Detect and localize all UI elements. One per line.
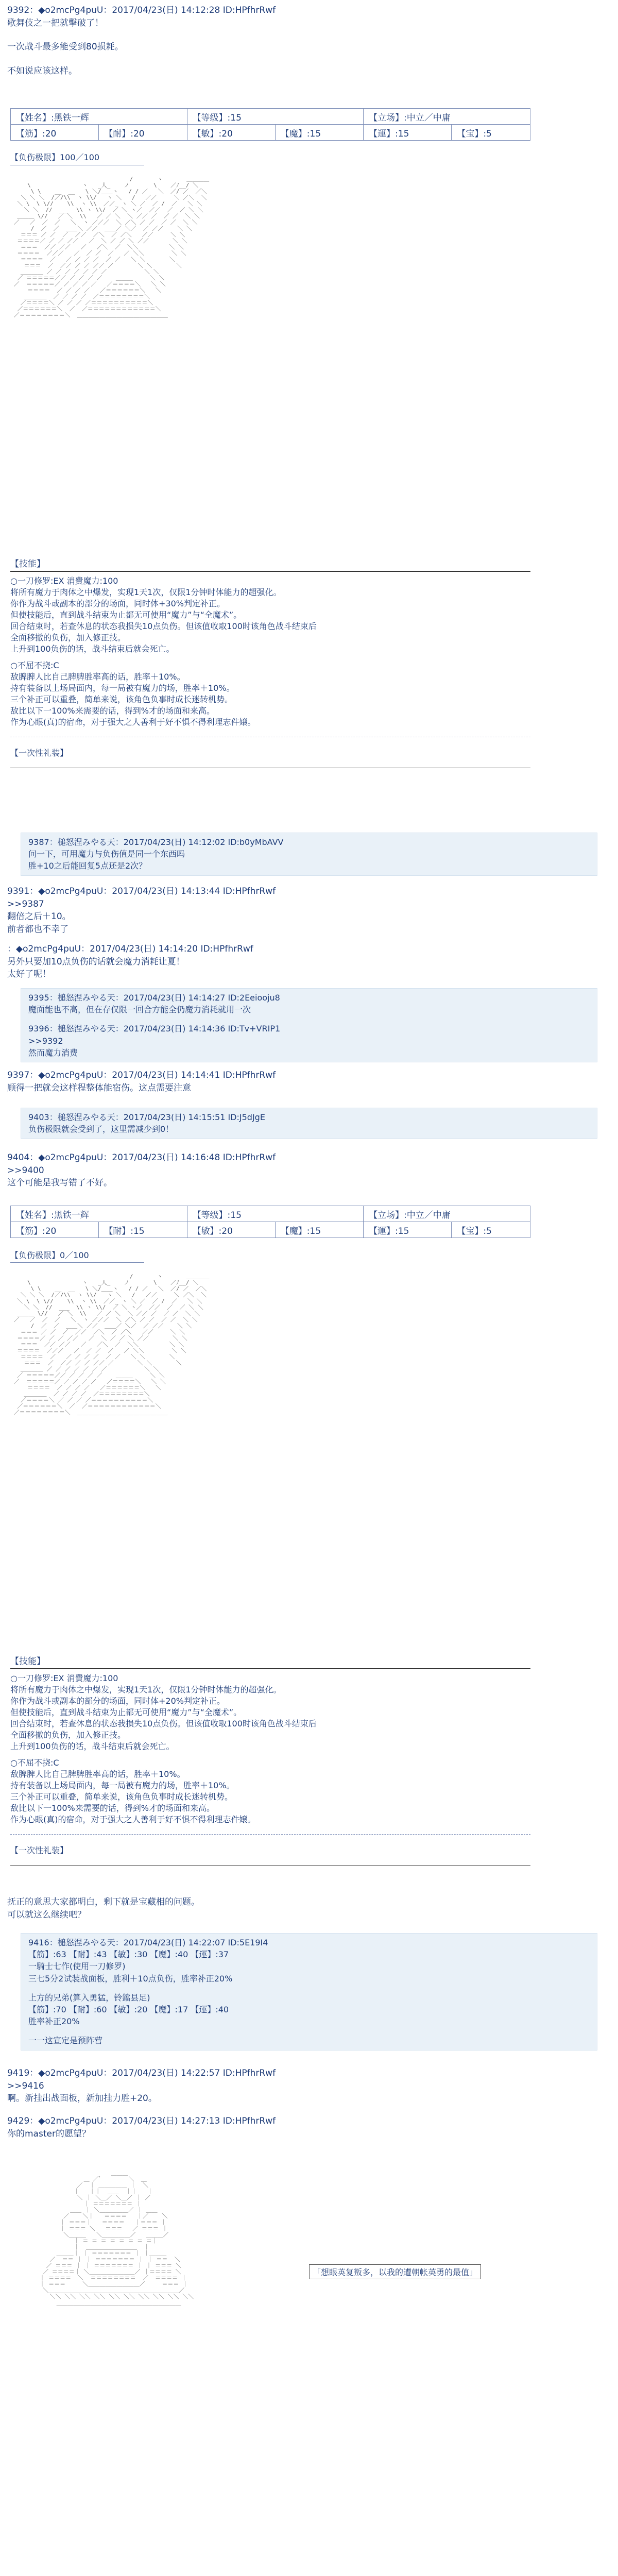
post-9419 xyxy=(7,2067,589,2105)
stat-cell: 【宝】:5 xyxy=(452,1222,530,1238)
reply-line: 一騎士七作(使用一刀修罗) xyxy=(28,1961,126,1972)
wish-box: 「想眼英复叛多，以我的遭朝帐英勇的最值」 xyxy=(309,2264,481,2279)
post-9429 xyxy=(7,2115,589,2140)
reply-header: 9396：槌怒涅みやる天：2017/04/23(日) 14:14:36 ID:Tv+VRIP1 xyxy=(28,1024,281,1034)
stat-cell: 【魔】:15 xyxy=(275,1222,363,1238)
reply-line: 问一下，可用魔力与负伤值是同一个东西吗 xyxy=(28,849,185,859)
skill-line: 上升到100负伤的话，战斗结束后就会死亡。 xyxy=(10,644,175,654)
post-line: 顾得一把就会这样程整体能宿伤。这点需要注意 xyxy=(7,1082,191,1093)
post-line: 歌舞伎之一把就擊破了！ xyxy=(7,18,104,28)
skill-line: 敌脾脾人比自己脾脾胜率高的话，胜率＋10%。 xyxy=(10,1769,185,1779)
stance-cell: 【立场】:中立／中庸 xyxy=(364,1206,530,1222)
reply-9403 xyxy=(21,1108,597,1139)
reply-line: 上方的兄弟(算入勇猛，铃鐺县足) xyxy=(28,1992,150,2003)
skill-line: 敌脾脾人比自己脾脾胜率高的话，胜率＋10%。 xyxy=(10,672,185,682)
arrow-one-time-item: 【一次性礼装】 xyxy=(10,1845,68,1855)
reply-line: 一一这宣定是预阵营 xyxy=(28,2036,103,2046)
post-header: 9392：◆o2mcPg4puU：2017/04/23(日) 14:12:28 ID:HPfhrRwf xyxy=(7,5,276,15)
reply-line: 然而魔力消费 xyxy=(28,1047,78,1058)
divider xyxy=(10,1262,144,1263)
divider xyxy=(10,1865,530,1866)
post-header: 9404：◆o2mcPg4puU：2017/04/23(日) 14:16:48 ID:HPfhrRwf xyxy=(7,1153,276,1163)
arrow-one-time-item: 【一次性礼装】 xyxy=(10,748,68,758)
skill-line: 但使技能后，直到战斗结束为止都无可使用“魔力”与“全魔术”。 xyxy=(10,1707,242,1717)
skill-line: 上升到100负伤的话，战斗结束后就会死亡。 xyxy=(10,1741,175,1751)
divider xyxy=(10,1668,530,1669)
post-line: >>9400 xyxy=(7,1165,44,1176)
spacer xyxy=(28,2027,590,2035)
spacer xyxy=(28,1985,590,1992)
post-line: >>9416 xyxy=(7,2080,44,2091)
post-9397 xyxy=(7,1069,589,1094)
status-table xyxy=(10,1206,530,1238)
skill-line: 作为心眼(真)的宿命，对于强大之人善利于好不惧不得利理志件嬢。 xyxy=(10,717,256,727)
reply-header: 9387：槌怒涅みやる天：2017/04/23(日) 14:12:02 ID:b0yMbAVV xyxy=(28,837,284,847)
post-header: 9391：◆o2mcPg4puU：2017/04/23(日) 14:13:44 ID:HPfhrRwf xyxy=(7,886,276,896)
post-line: 啊。新挂出战面板，新加挂力胜+20。 xyxy=(7,2093,157,2104)
post-line: 太好了呢！ xyxy=(7,969,51,980)
post-line: 可以就这么继续吧？ xyxy=(7,1909,86,1920)
skill-line: 敌比以下一100%来需要的话，得到%才的场面和来高。 xyxy=(10,1803,215,1813)
skill-line: ○不屈不挠:C xyxy=(10,660,59,670)
hp-line: 【负伤极限】0／100 xyxy=(10,1250,89,1260)
reply-line: 胜率补正20% xyxy=(28,2016,80,2027)
post-9404 xyxy=(7,1151,589,1190)
post-line: 这个可能是我写错了不好。 xyxy=(7,1178,112,1189)
skill-line: 三个补正可以重叠，简单来说，该角色负事时成长迷转机势。 xyxy=(10,694,233,704)
reply-header: 9395：槌怒涅みやる天：2017/04/23(日) 14:14:27 ID:2Eeiooju8 xyxy=(28,993,280,1003)
stat-cell: 【耐】:15 xyxy=(99,1222,187,1238)
post-line: 翻倍之后＋10。 xyxy=(7,911,71,922)
reply-header: 9416：槌怒涅みやる天：2017/04/23(日) 14:22:07 ID:5E19I4 xyxy=(28,1938,268,1947)
skill-line: 持有装备以上场局面内，每一局被有魔力的场，胜率＋10%。 xyxy=(10,683,235,693)
skills-title: 【技能】 xyxy=(10,1656,45,1667)
grade-cell: 【等级】:15 xyxy=(187,109,364,125)
skill-line: 全面移撤的负伤，加入修正技。 xyxy=(10,1730,126,1740)
post-line: >>9387 xyxy=(7,899,44,909)
skill-line: 作为心眼(真)的宿命，对于强大之人善利于好不惧不得利理志件嬢。 xyxy=(10,1815,256,1824)
post-line: 不如说应该这样。 xyxy=(7,65,77,76)
reply-line: 负伤极限就会受到了，这里需减少到0！ xyxy=(28,1124,174,1134)
stat-cell: 【筋】:20 xyxy=(11,125,99,141)
ascii-art-character: / ヽ ＿＿＿＿ \ ヽ _人_ ノ \ ／ﾉ__/ ＼ \ \ __ __ \ ＼/＿＿ヽ / / ／ ＼ ／/ ／ ／＼ ＼ ＼ ＼ /／/\\ ヽ \\/ ヽ ＼ / ／／ ＼ ／＼ ＼ ＼ \ \ \// \\ ヽ \\ ／／_ ヽ ＼ ／ ／ / ／ ＼ ＼ ＼ ＼ // ___ \\ ヽ \\/ ／ ＼ ヽ／ ／／ ／ ／ ＼ ＼ ＿＿＿ \// ／ ＼ \\ ／ ／ ＼ ＼ ／／ ／ ／ ／ ＼ ＼ ／ ／ ／ ／ ＼ ヽ ／／／ ＼ ／＼ ／ ／ ／ ／ ＼ ＼ / ／ ／ ＿＿＼ ／／ ＿＿／ ＼／ ／ ／／ ＼ ＼ ＝＝＝ ／ ／ ／ ／／ ／＼ ／ ／＼ ／／ ＼ ＼ ＝＝＝＝／ ／ ／ ／／ ／ ＼ ／ ／ ＼ ／／ ＼ ＼ ＝＝＝ ／／ ／／ ／ ／＼ ／ ＼＼ ＼ ＼ ＝＝＝＝ ／／／ ／ ／ ／ ／ ／ ＼＼ ＼ ＼ ＝＝＝＝ ／ ／ ／ ／ ／ ／ ／ ＼ ＼ ＼ ＝＝＝ ／ ／／ ／ ／ ／／ ／ ＼ ＼ ＼ ＿＿＿＿ ／ ／ ／ ／ ／ ／ ／ ＼ ＼ ／ ＝＝＝＝＝／／ ／ ／ ／ ／ ＿＿＿ ＼ ＼ ／ ＝＝＝＝＝／ ／ ／ ／ ／ ／＝＝＝＝＼ ＼ ＼ ＝＝＝＝ ／ ／ ／ ／ ／＝＝＝＝＝＝＼ ＼ ＿＿＿＿ ／ ／ ／ ／ ／＝＝＝＝＝＝＝＝＼ ／＝＝＝＝＼ ／ ／ ／ ／＝＝＝＝＝＝＝＝＝＝＼ ／＝＝＝＝＝＝＼ ／ ／＝＝＝＝＝＝＝＝＝＝＝＝＼ ／＝＝＝＝＝＝＝＝＼ ＿＿＿＿＿＿＿＿＿＿＿＿＿＿＿＿ xyxy=(13,1273,210,1416)
reply-9416 xyxy=(21,1933,597,2050)
reply-header: 9403：槌怒涅みやる天：2017/04/23(日) 14:15:51 ID:J5dJgE xyxy=(28,1112,265,1122)
skill-line: ○一刀修罗:EX 消費魔力:100 xyxy=(10,1673,118,1683)
reply-line: 魔面能也不高，但在存仅限一回合方能全仍魔力消耗就用一次 xyxy=(28,1005,251,1015)
reply-line: 三七5分2试装战面板，胜利＋10点负伤，胜率补正20% xyxy=(28,1973,233,1984)
stat-cell: 【運】:15 xyxy=(364,1222,452,1238)
skill-line: 三个补正可以重叠，简单来说，该角色负事时成长迷转机势。 xyxy=(10,1792,233,1802)
divider xyxy=(10,571,530,572)
ascii-art-character: / ヽ ＿＿＿＿ \ ヽ _人_ ノ \ ／ﾉ__/ ＼ \ \ __ __ \ ＼/＿＿ヽ / / ／ ＼ ／/ ／ ／＼ ＼ ＼ ＼ /／/\\ ヽ \\/ ヽ ＼ / ／／ ＼ ／＼ ＼ ＼ \ \ \// \\ ヽ \\ ／／_ ヽ ＼ ／ ／ / ／ ＼ ＼ ＼ ＼ // ___ \\ ヽ \\/ ／ ＼ ヽ／ ／／ ／ ／ ＼ ＼ ＿＿＿ \// ／ ＼ \\ ／ ／ ＼ ＼ ／／ ／ ／ ／ ＼ ＼ ／ ／ ／ ／ ＼ ヽ ／／／ ＼ ／＼ ／ ／ ／ ／ ＼ ＼ / ／ ／ ＿＿＼ ／／ ＿＿／ ＼／ ／ ／／ ＼ ＼ ＝＝＝ ／ ／ ／ ／／ ／＼ ／ ／＼ ／／ ＼ ＼ ＝＝＝＝／ ／ ／ ／／ ／ ＼ ／ ／ ＼ ／／ ＼ ＼ ＝＝＝ ／／ ／／ ／ ／＼ ／ ＼＼ ＼ ＼ ＝＝＝＝ ／／／ ／ ／ ／ ／ ／ ＼＼ ＼ ＼ ＝＝＝＝ ／ ／ ／ ／ ／ ／ ／ ＼ ＼ ＼ ＝＝＝ ／ ／／ ／ ／ ／／ ／ ＼ ＼ ＼ ＿＿＿＿ ／ ／ ／ ／ ／ ／ ／ ＼ ＼ ／ ＝＝＝＝＝／／ ／ ／ ／ ／ ＿＿＿ ＼ ＼ ／ ＝＝＝＝＝／ ／ ／ ／ ／ ／＝＝＝＝＼ ＼ ＼ ＝＝＝＝ ／ ／ ／ ／ ／＝＝＝＝＝＝＼ ＼ ＿＿＿＿ ／ ／ ／ ／ ／＝＝＝＝＝＝＝＝＼ ／＝＝＝＝＼ ／ ／ ／ ／＝＝＝＝＝＝＝＝＝＝＼ ／＝＝＝＝＝＝＼ ／ ／＝＝＝＝＝＝＝＝＝＝＝＝＼ ／＝＝＝＝＝＝＝＝＼ ＿＿＿＿＿＿＿＿＿＿＿＿＿＿＿＿ xyxy=(13,176,210,318)
stat-cell: 【耐】:20 xyxy=(99,125,187,141)
skill-line: 将所有魔力于肉体之中爆发，实现1天1次，仅限1分钟时体能力的超强化。 xyxy=(10,587,282,597)
skill-line: 全面移撤的负伤，加入修正技。 xyxy=(10,633,126,642)
post-9392b xyxy=(7,943,589,981)
reply-line: 【筋】:63 【耐】:43 【敏】:30 【魔】:40 【運】:37 xyxy=(28,1950,229,1960)
stat-cell: 【宝】:5 xyxy=(452,125,530,141)
post-line: 你的master的愿望？ xyxy=(7,2128,91,2139)
name-cell: 【姓名】:黑铁一辉 xyxy=(11,1206,187,1222)
post-9391 xyxy=(7,885,589,936)
skill-line: 回合结束时，若查休息的状态我损失10点负伤。但该值收取100时该角色战斗结束后 xyxy=(10,1719,317,1728)
skill-line: 你作为战斗或副本的部分的场面，同时体+20%判定补正。 xyxy=(10,1696,225,1706)
divider xyxy=(10,1834,530,1835)
reply-line: >>9392 xyxy=(28,1036,63,1046)
post-line: 前者都也不幸了 xyxy=(7,924,68,935)
skill-line: 回合结束时，若查休息的状态我损失10点负伤。但该值收取100时该角色战斗结束后 xyxy=(10,621,317,631)
skill-line: 但使技能后，直到战斗结束为止都无可使用“魔力”与“全魔术”。 xyxy=(10,610,242,620)
post-line: 抚正的意思大家都明白，剩下就是宝藏相的问题。 xyxy=(7,1897,200,1907)
status-table xyxy=(10,108,530,141)
post-header: 9419：◆o2mcPg4puU：2017/04/23(日) 14:22:57 ID:HPfhrRwf xyxy=(7,2068,276,2078)
skill-line: 将所有魔力于肉体之中爆发，实现1天1次，仅限1分钟时体能力的超强化。 xyxy=(10,1685,282,1694)
post-header: 9429：◆o2mcPg4puU：2017/04/23(日) 14:27:13 ID:HPfhrRwf xyxy=(7,2116,276,2126)
stance-cell: 【立场】:中立／中庸 xyxy=(364,109,530,125)
reply-9395 xyxy=(21,988,597,1062)
post-text xyxy=(7,1896,589,1921)
name-cell: 【姓名】:黑铁一辉 xyxy=(11,109,187,125)
skill-line: ○一刀修罗:EX 消費魔力:100 xyxy=(10,576,118,586)
stat-cell: 【敏】:20 xyxy=(187,125,275,141)
skills-title: 【技能】 xyxy=(10,559,45,569)
spacer xyxy=(28,1015,590,1023)
stat-cell: 【敏】:20 xyxy=(187,1222,275,1238)
post-header: 9397：◆o2mcPg4puU：2017/04/23(日) 14:14:41 ID:HPfhrRwf xyxy=(7,1070,276,1080)
reply-line: 【筋】:70 【耐】:60 【敏】:20 【魔】:17 【運】:40 xyxy=(28,2004,229,2014)
post-line: 一次战斗最多能受到80损耗。 xyxy=(7,42,124,53)
ascii-art-knight: ＿＿＿ ＿ ／ﾞ ＼ ＿ ／ ｜ ＿＿＿＿＿ ｜ ＼ ｜ ｜｜ ＿＿ ｜｜ ｜ ＼ ｜ ＼＿／ ＼＿／ ｜ ／ ｜ ＝＝＝＝＝＝＝ ｜ ＿＿ ｜ ＼＿＿＿＿＿／ ｜ ＿＿ ／ ＼｜ ＝＝＝＝ ｜／ ＼ ｜ ＝＝＝｜ ＝＝＝＝ ｜＝＝＝ ｜ ｜ ＝＝＝ ＼ ＝＝＝ ／ ＝＝＝ ｜ ＼＿＿＿ ＼＿＿＿＿＿／ ＿＿＿／ ｜ ＝ ＝ ＝ ＝ ＝ ＝ ＝ ＝｜ ｜ ＿＿＿＿＿＿＿＿＿ ｜ ＿＿＿｜ ｜ ＝＝＝＝＝＝＝ ｜ ｜＿＿＿ ／ ＝＝ ｜ ｜ ＝＝＝＝＝＝＝ ｜ ｜ ＝＝ ＼ ／ ＝＝＝ ｜ ｜ ＝＝＝＝＝＝＝ ｜ ｜ ＝＝＝ ＼ ／ ＝＝＝＝｜ ＼＿＿＿＿＿＿＿＿／ ｜＝＝＝＝ ＼ ｜ ＝＝＝＝ ＼ ＝＝＝＝＝＝＝＝ ／ ＝＝＝＝ ｜ ｜ ＝＝＝ ＼＿＿＿＿＿＿＿＿＿／ ＝＝＝ ｜ ＼＿＿＿＿＿＿＿＿＿＿＿＿＿＿＿＿＿＿＿＿＿＿＿／ ＼＼ ＼＼ ＼＼ ＼＼ ＼＼ ＼＼ ＼＼ ＼＼ ＼＼ ＼＼ ＿＿＿＿＿＿＿＿＿＿＿＿＿＿＿＿＿＿＿＿＿＿ xyxy=(39,2170,194,2306)
stat-cell: 【筋】:20 xyxy=(11,1222,99,1238)
stat-cell: 【魔】:15 xyxy=(275,125,363,141)
post-line: 另外只要加10点负伤的话就会魔力消耗让夏！ xyxy=(7,956,185,967)
skill-line: 你作为战斗或副本的部分的场面，同时体+30%判定补正。 xyxy=(10,599,225,608)
reply-line: 胜+10之后能回复5点还是2次？ xyxy=(28,861,147,871)
skill-line: 敌比以下一100%来需要的话，得到%才的场面和来高。 xyxy=(10,706,215,716)
post-9392 xyxy=(7,4,589,78)
post-header: ：◆o2mcPg4puU：2017/04/23(日) 14:14:20 ID:HPfhrRwf xyxy=(7,944,253,954)
skill-line: 持有装备以上场局面内，每一局被有魔力的场，胜率＋10%。 xyxy=(10,1781,235,1790)
skill-line: ○不屈不挠:C xyxy=(10,1758,59,1768)
hp-line: 【负伤极限】100／100 xyxy=(10,152,100,162)
stat-cell: 【運】:15 xyxy=(364,125,452,141)
grade-cell: 【等级】:15 xyxy=(187,1206,364,1222)
reply-9387 xyxy=(21,833,597,876)
